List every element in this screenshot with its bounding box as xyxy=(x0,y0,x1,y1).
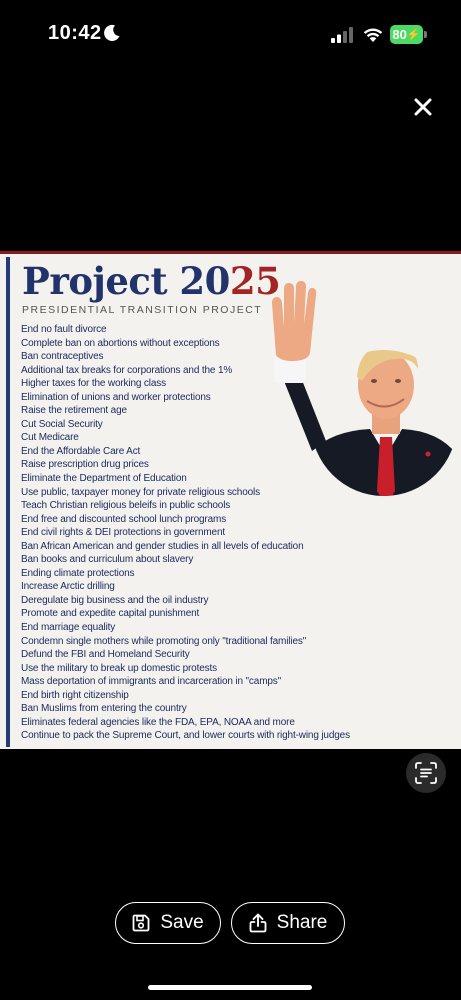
policy-item: Use the military to break up domestic protests xyxy=(21,662,217,674)
policy-item: Continue to pack the Supreme Court, and lower courts with right-wing judges xyxy=(21,730,350,742)
save-button[interactable] xyxy=(115,902,221,944)
policy-item: Defund the FBI and Homeland Security xyxy=(21,649,190,661)
battery-level: 80 xyxy=(392,27,407,42)
charging-bolt-icon: ⚡ xyxy=(406,29,421,41)
close-icon xyxy=(414,98,432,116)
policy-item: Condemn single mothers while promoting only "traditional families" xyxy=(21,635,307,647)
status-bar xyxy=(0,0,461,68)
policy-item: Teach Christian religious beleifs in public schools xyxy=(21,500,231,512)
poster-image xyxy=(0,251,461,749)
policy-item: End free and discounted school lunch programs xyxy=(21,513,227,525)
policy-item: Deregulate big business and the oil industry xyxy=(21,594,209,606)
wifi-icon xyxy=(362,25,384,43)
policy-item: Eliminates federal agencies like the FDA, EPA, NOAA and more xyxy=(21,716,295,728)
policy-item: Eliminate the Department of Education xyxy=(21,473,187,485)
poster-left-rule xyxy=(6,257,10,747)
policy-item: Raise the retirement age xyxy=(21,405,127,417)
poster-title xyxy=(22,259,280,303)
policy-item: End no fault divorce xyxy=(21,324,107,335)
policy-item: Cut Social Security xyxy=(21,418,103,430)
policy-item: End birth right citizenship xyxy=(21,689,129,701)
live-text-icon xyxy=(414,761,438,785)
policy-item: Higher taxes for the working class xyxy=(21,378,166,390)
policy-item: End marriage equality xyxy=(21,622,116,634)
poster-title-accent: 25 xyxy=(229,259,281,303)
battery-indicator xyxy=(390,25,423,44)
poster-title-main: Project 20 xyxy=(22,259,230,303)
poster-subtitle: PRESIDENTIAL TRANSITION PROJECT xyxy=(22,304,263,316)
policy-item: Additional tax breaks for corporations and the 1% xyxy=(21,364,233,376)
policy-item: Ban Muslims from entering the country xyxy=(21,703,187,715)
cellular-signal-icon xyxy=(331,27,353,43)
share-button[interactable] xyxy=(231,902,345,944)
policy-item: Ban African American and gender studies in all levels of education xyxy=(21,540,304,552)
save-icon xyxy=(132,914,150,932)
battery-cap xyxy=(424,31,427,38)
policy-item: End civil rights & DEI protections in government xyxy=(21,527,226,539)
poster-top-rule xyxy=(0,251,461,254)
policy-item: Elimination of unions and worker protections xyxy=(21,391,211,403)
live-text-scan-button[interactable] xyxy=(406,753,446,793)
moon-icon xyxy=(103,24,121,42)
status-time: 10:42 xyxy=(48,22,102,44)
share-icon xyxy=(249,913,267,933)
save-button-label: Save xyxy=(160,912,204,933)
policy-item: Mass deportation of immigrants and incarceration in "camps" xyxy=(21,676,282,688)
policy-item: Raise prescription drug prices xyxy=(21,459,149,471)
policy-item: Cut Medicare xyxy=(21,432,79,444)
portrait-illustration xyxy=(262,281,461,501)
policy-item: Promote and expedite capital punishment xyxy=(21,608,200,620)
policy-item: End the Affordable Care Act xyxy=(21,445,141,457)
policy-item: Ban books and curriculum about slavery xyxy=(21,554,194,566)
policy-item: Use public, taxpayer money for private religious schools xyxy=(21,486,260,498)
policy-item: Complete ban on abortions without exceptions xyxy=(21,337,220,349)
policy-item: Ban contraceptives xyxy=(21,351,104,363)
policy-item: Increase Arctic drilling xyxy=(21,581,115,593)
close-button[interactable] xyxy=(408,92,438,122)
share-button-label: Share xyxy=(276,912,328,933)
policy-item: Ending climate protections xyxy=(21,567,135,579)
home-indicator[interactable] xyxy=(148,985,312,990)
